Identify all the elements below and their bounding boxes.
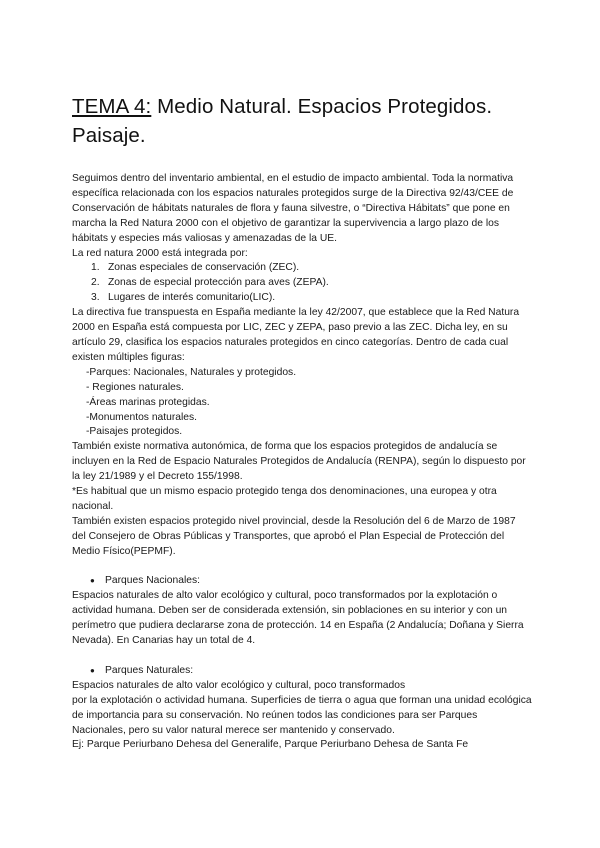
list-text: Zonas especiales de conservación (ZEC). — [108, 262, 300, 274]
naturales-heading — [72, 664, 532, 679]
naturales-example: Ej: Parque Periurbano Dehesa del Generalife, Parque Periurbano Dehesa de Santa Fe — [72, 739, 469, 751]
naturales-line-1: Espacios naturales de alto valor ecológico y cultural, poco transformados — [72, 679, 406, 691]
naturales-paragraph: por la explotación o actividad humana. Superficies de tierra o agua que forman una unidad ecológica de importancia para su conservación. No reúnen todos las condiciones para ser Parques Nacionales, pero su valor natural merece ser mantenido y conservado. — [72, 694, 532, 736]
title-text: Medio Natural. Espacios Protegidos. Paisaje. — [72, 95, 493, 147]
list-number: 1. — [91, 262, 100, 274]
list-number: 3. — [91, 292, 100, 304]
nacionales-heading — [72, 574, 532, 589]
list-text: Zonas de especial protección para aves (ZEPA). — [108, 277, 329, 289]
list-text: Lugares de interés comunitario(LIC). — [108, 292, 276, 304]
transposition-paragraph: La directiva fue transpuesta en España mediante la ley 42/2007, que establece que la Red Natura 2000 en España está compuesta por LIC, ZEC y ZEPA, paso previo a las ZEC. Dicha ley, en su artículo 29, clasifica los espacios naturales protegidos en cinco categorías. Dentro de cada cual existen múltiples figuras: — [72, 307, 520, 363]
bullet-icon: ● — [90, 665, 95, 675]
figure-item: -Monumentos naturales. — [86, 411, 198, 423]
autonomic-paragraph: También existe normativa autonómica, de forma que los espacios protegidos de andalucía se incluyen en la Red de Espacio Naturales Protegidos de Andalucía (RENPA), según lo dispuesto por la ley 21/1989 y el Decreto 155/1998. — [72, 441, 526, 483]
provincial-paragraph: También existen espacios protegido nivel provincial, desde la Resolución del 6 de Marzo de 1987 del Consejero de Obras Públicas y Transportes, que aprobó el Plan Especial de Protección del Medio Físico(PEPMF). — [72, 515, 516, 557]
title-tema-label: TEMA 4: — [72, 95, 152, 118]
list-number: 2. — [91, 277, 100, 289]
natura-list — [72, 261, 532, 306]
page-title — [72, 92, 532, 150]
nacionales-heading-text: Parques Nacionales: — [105, 575, 201, 587]
document-body — [72, 172, 532, 753]
figure-item: - Regiones naturales. — [86, 381, 184, 393]
list-item — [72, 276, 532, 291]
figure-item: -Áreas marinas protegidas. — [86, 396, 210, 408]
nacionales-paragraph: Espacios naturales de alto valor ecológico y cultural, poco transformados por la explotación o actividad humana. Deben ser de considerada extensión, sin poblaciones en su interior y con un perímetro que pudiera declararse zona de protección. 14 en España (2 Andalucía; Doñana y Sierra Nevada). En Canarias hay un total de 4. — [72, 590, 524, 647]
list-item — [72, 291, 532, 306]
naturales-heading-text: Parques Naturales: — [105, 664, 194, 676]
note-paragraph: *Es habitual que un mismo espacio protegido tenga dos denominaciones, una europea y otra nacional. — [72, 486, 497, 512]
spacer — [72, 560, 532, 575]
intro-paragraph: Seguimos dentro del inventario ambiental, en el estudio de impacto ambiental. Toda la normativa específica relacionada con los espacios naturales protegidos surge de la Directiva 92/43/CEE de Conservación de hábitats naturales de flora y fauna silvestre, o “Directiva Hábitats” que pone en marcha la Red Natura 2000 con el objetivo de garantizar la supervivencia a largo plazo de los hábitats y especies más valiosas y amenazadas de la UE. — [72, 173, 514, 244]
list-item — [72, 261, 532, 276]
document-page — [72, 92, 532, 753]
spacer — [72, 649, 532, 664]
figure-item: -Parques: Nacionales, Naturales y protegidos. — [86, 366, 297, 378]
bullet-icon: ● — [90, 576, 95, 586]
figure-item: -Paisajes protegidos. — [86, 426, 183, 438]
natura-intro: La red natura 2000 está integrada por: — [72, 247, 248, 259]
